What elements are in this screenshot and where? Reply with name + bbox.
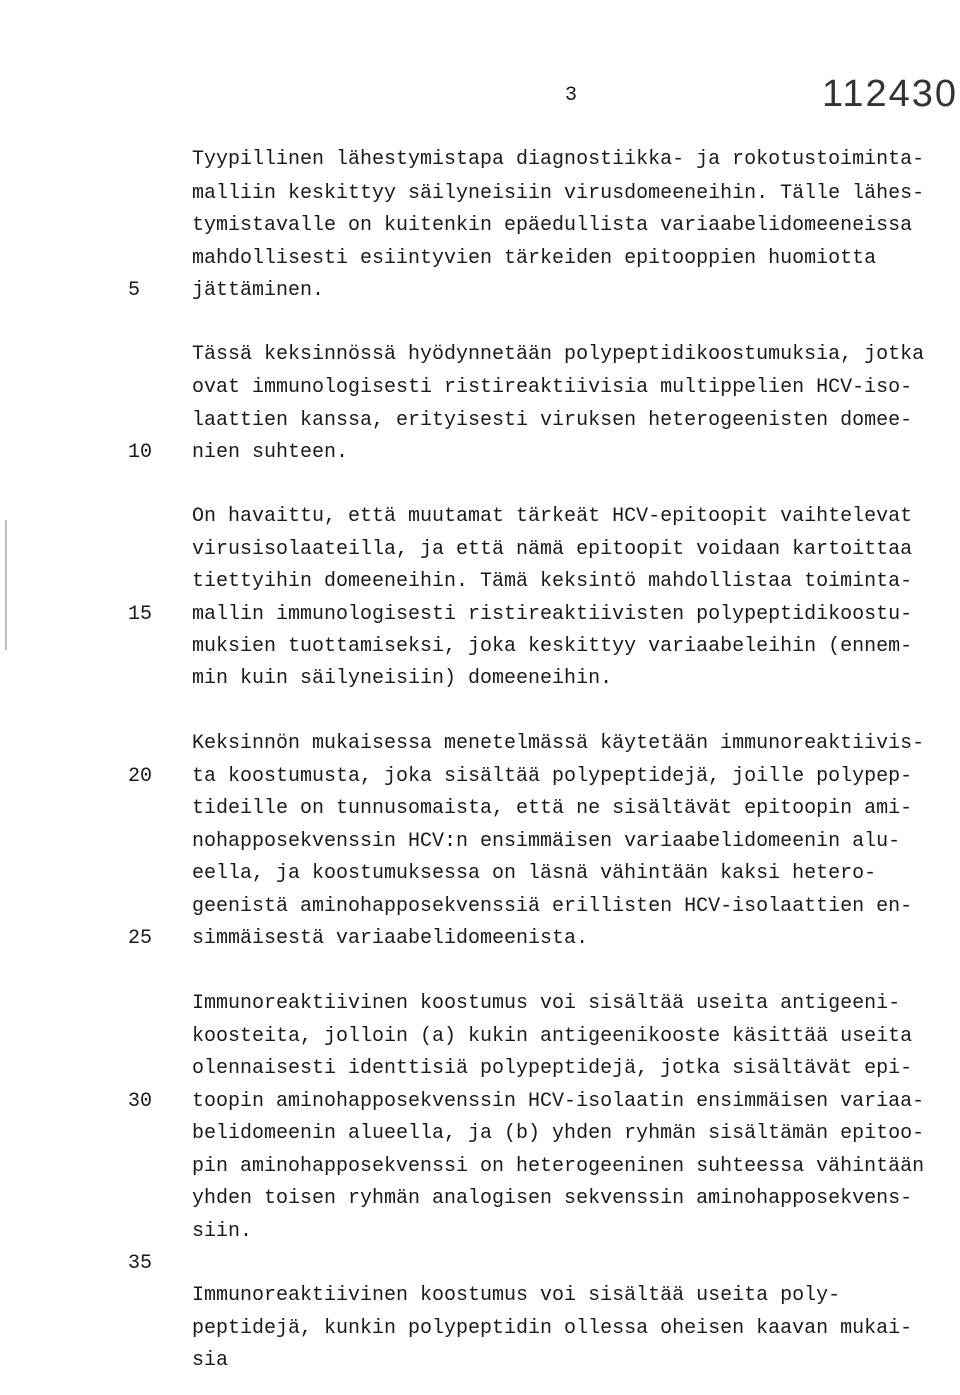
text-line: eella, ja koostumuksessa on läsnä vähintään kaksi hetero- — [192, 862, 877, 885]
text-line: ta koostumusta, joka sisältää polypeptidejä, joille polypep- — [192, 765, 913, 788]
text-line: sia — [192, 1349, 229, 1372]
text-line: peptidejä, kunkin polypeptidin ollessa oheisen kaavan mukai- — [192, 1317, 913, 1340]
line-number: 15 — [128, 603, 153, 626]
text-line: On havaittu, että muutamat tärkeät HCV-epitoopit vaihtelevat — [192, 505, 913, 528]
line-number: 20 — [128, 765, 153, 788]
document-id: 112430 — [822, 73, 958, 115]
text-line: laattien kanssa, erityisesti viruksen heterogeenisten domee- — [192, 409, 913, 432]
text-line: mahdollisesti esiintyvien tärkeiden epitooppien huomiotta — [192, 247, 877, 270]
text-line: tideille on tunnusomaista, että ne sisältävät epitoopin ami- — [192, 797, 913, 820]
text-line: olennaisesti identtisiä polypeptidejä, jotka sisältävät epi- — [192, 1057, 913, 1080]
text-line: virusisolaateilla, ja että nämä epitoopit voidaan kartoittaa — [192, 538, 913, 561]
text-line: belidomeenin alueella, ja (b) yhden ryhmän sisältämän epitoo- — [192, 1122, 925, 1145]
text-line: yhden toisen ryhmän analogisen sekvenssin aminohapposekvens- — [192, 1187, 913, 1210]
text-line: jättäminen. — [192, 279, 325, 302]
line-number: 10 — [128, 441, 153, 464]
text-line: min kuin säilyneisiin) domeeneihin. — [192, 667, 613, 690]
line-number: 35 — [128, 1252, 153, 1275]
text-line: Immunoreaktiivinen koostumus voi sisältää useita poly- — [192, 1284, 841, 1307]
scan-margin-mark — [5, 520, 7, 650]
text-line: toopin aminohapposekvenssin HCV-isolaatin ensimmäisen variaa- — [192, 1090, 925, 1113]
line-number: 30 — [128, 1090, 153, 1113]
text-line: ovat immunologisesti ristireaktiivisia multippelien HCV-iso- — [192, 376, 913, 399]
text-line: mallin immunologisesti ristireaktiivisten polypeptidikoostu- — [192, 603, 913, 626]
text-line: siin. — [192, 1220, 253, 1243]
text-line: tymistavalle on kuitenkin epäedullista variaabelidomeeneissa — [192, 214, 913, 237]
text-line: pin aminohapposekvenssi on heterogeeninen suhteessa vähintään — [192, 1155, 925, 1178]
line-number: 5 — [128, 279, 141, 302]
text-line: Immunoreaktiivinen koostumus voi sisältää useita antigeeni- — [192, 992, 901, 1015]
text-line: Tyypillinen lähestymistapa diagnostiikka- ja rokotustoiminta- — [192, 148, 925, 171]
text-line: Keksinnön mukaisessa menetelmässä käytetään immunoreaktiivis- — [192, 732, 925, 755]
text-line: koosteita, jolloin (a) kukin antigeenikooste käsittää useita — [192, 1025, 913, 1048]
text-line: nohapposekvenssin HCV:n ensimmäisen variaabelidomeenin alu- — [192, 830, 901, 853]
text-line: tiettyihin domeeneihin. Tämä keksintö mahdollistaa toiminta- — [192, 570, 913, 593]
text-line: malliin keskittyy säilyneisiin virusdomeeneihin. Tälle lähes- — [192, 182, 925, 205]
text-line: Tässä keksinnössä hyödynnetään polypeptidikoostumuksia, jotka — [192, 343, 925, 366]
text-line: nien suhteen. — [192, 441, 349, 464]
line-number: 25 — [128, 927, 153, 950]
page-number: 3 — [565, 84, 578, 107]
text-line: geenistä aminohapposekvenssiä erillisten HCV-isolaattien en- — [192, 895, 913, 918]
text-line: simmäisestä variaabelidomeenista. — [192, 927, 589, 950]
text-line: muksien tuottamiseksi, joka keskittyy variaabeleihin (ennem- — [192, 635, 913, 658]
